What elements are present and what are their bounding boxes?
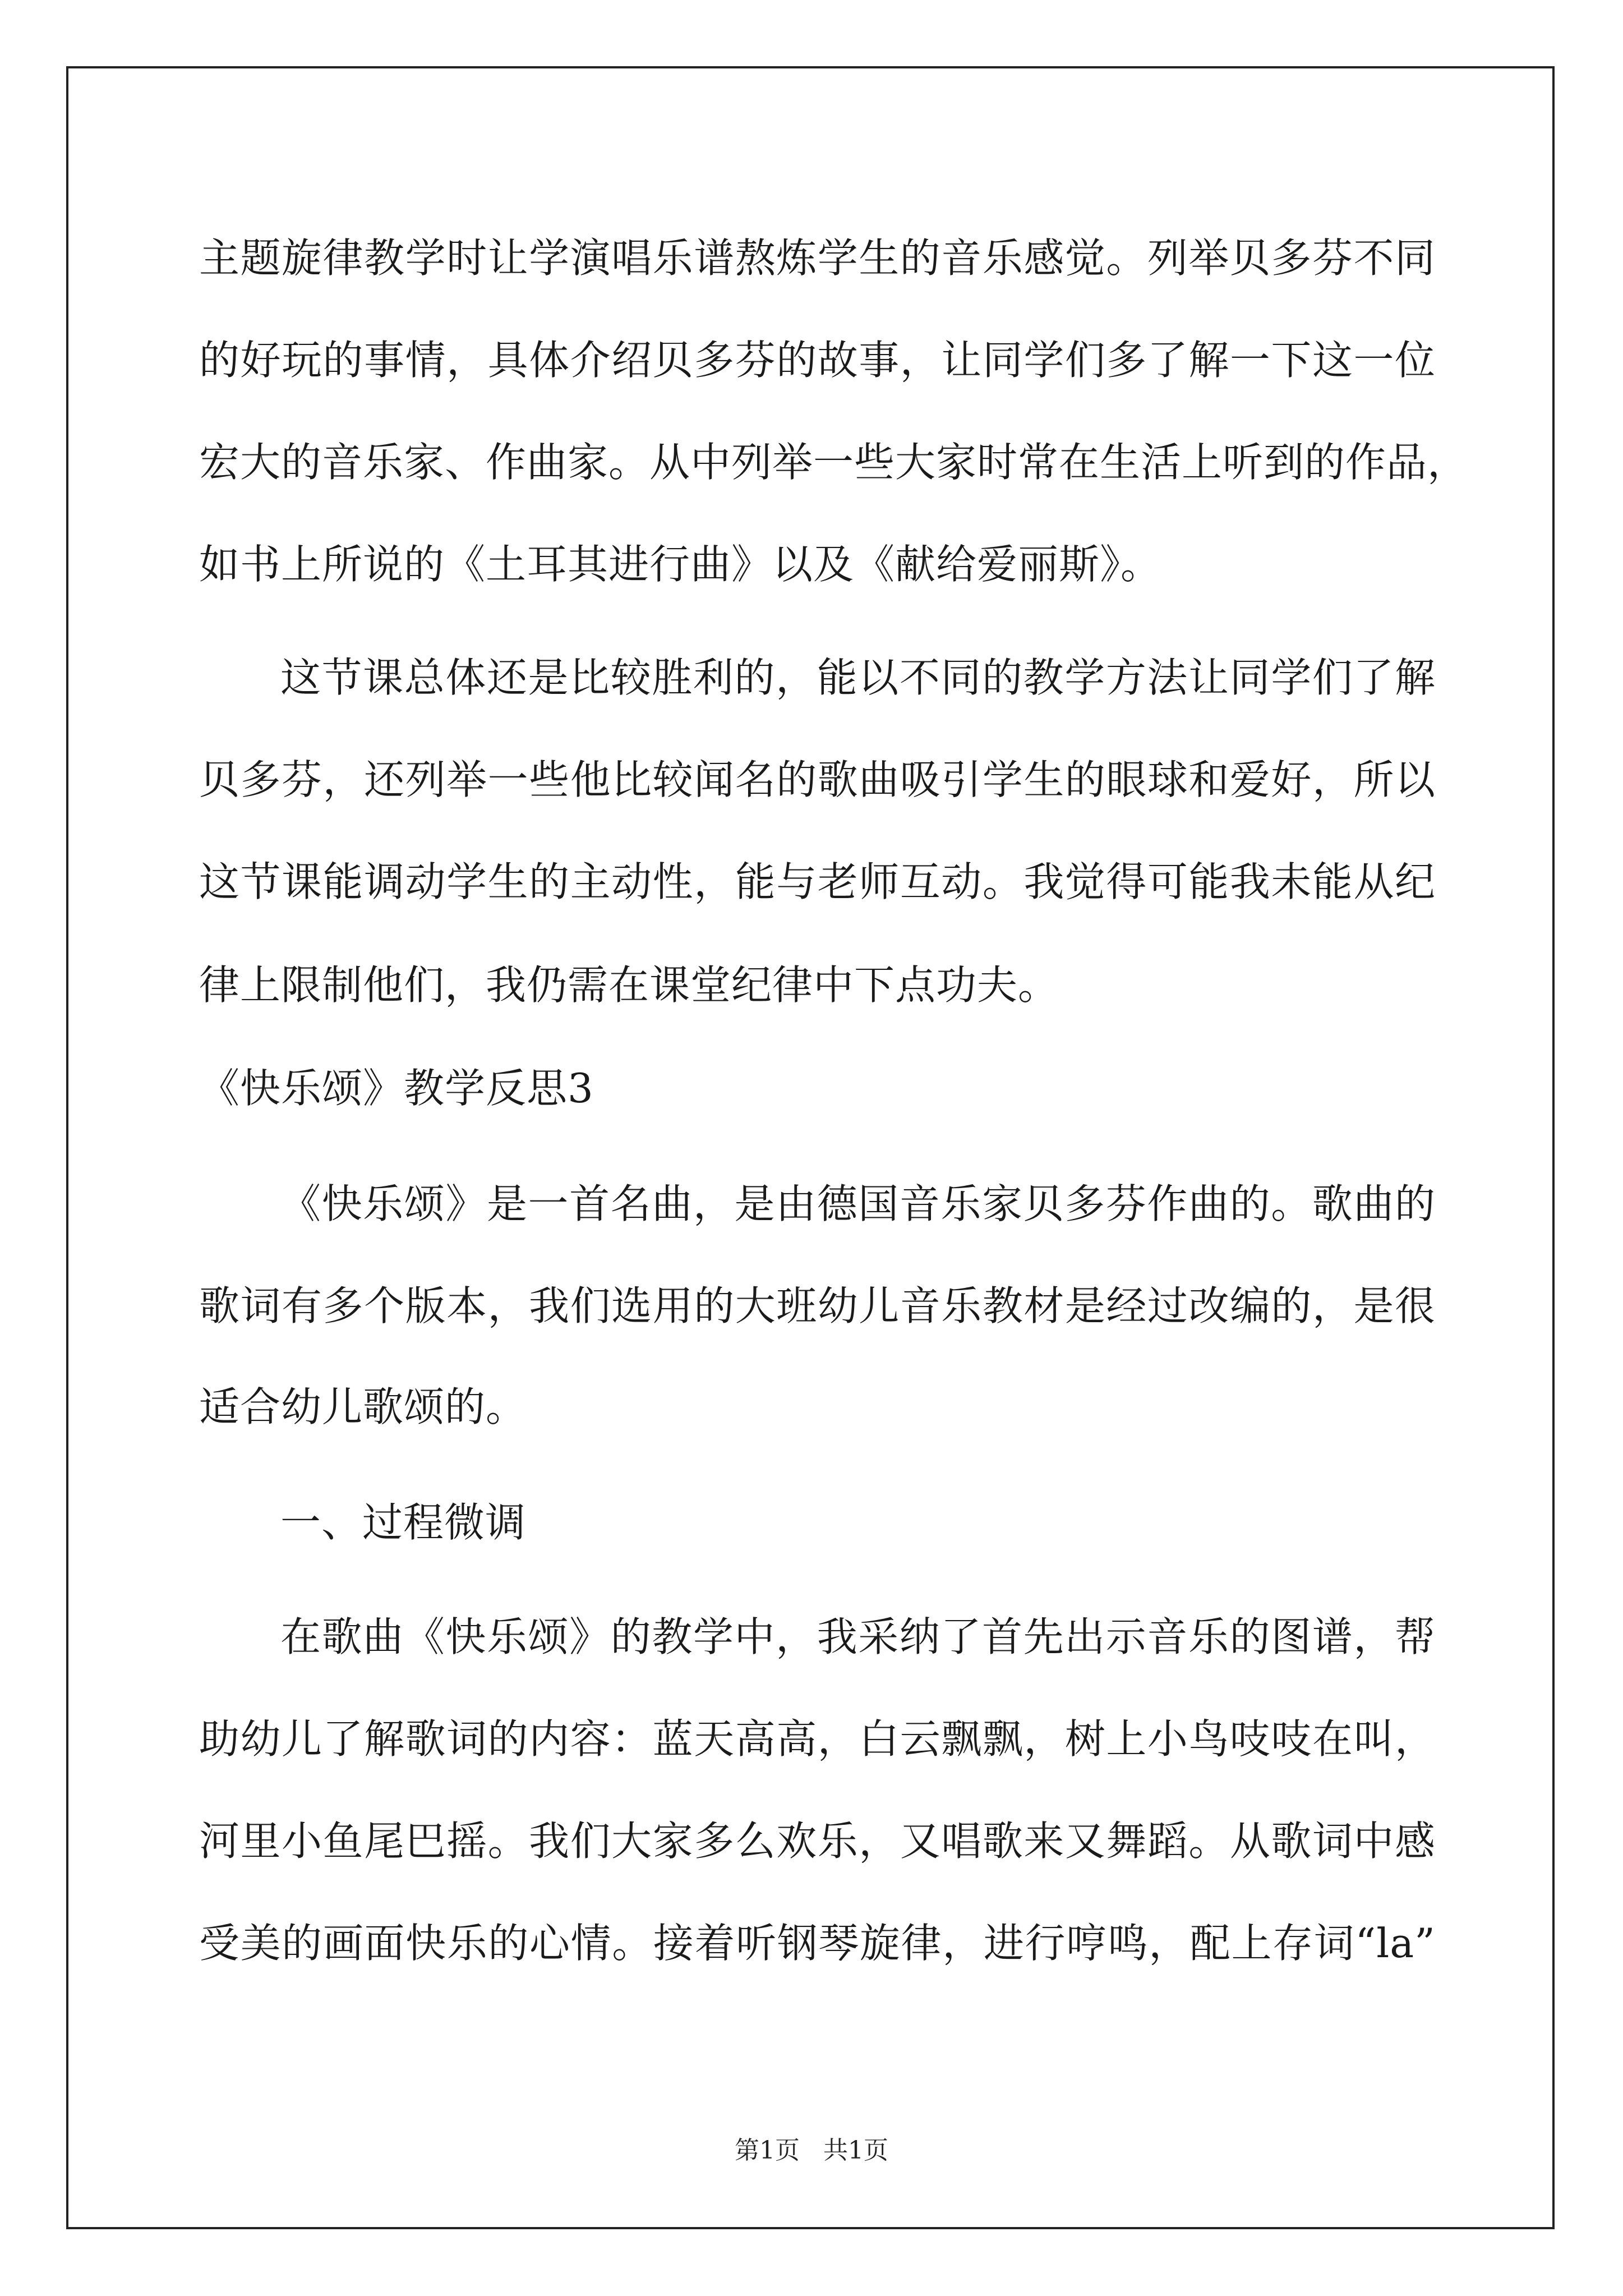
text-line: 歌词有多个版本，我们选用的大班幼儿音乐教材是经过改编的，是很 (199, 1282, 1436, 1329)
text-line: 助幼儿了解歌词的内容：蓝天高高，白云飘飘，树上小鸟吱吱在叫， (199, 1715, 1436, 1763)
text-line: 河里小鱼尾巴摇。我们大家多么欢乐，又唱歌来又舞蹈。从歌词中感 (199, 1818, 1436, 1865)
text-line: 如书上所说的《土耳其进行曲》以及《献给爱丽斯》。 (199, 541, 1162, 588)
page-border (66, 66, 1555, 2229)
text-line: 贝多芬，还列举一些他比较闻名的歌曲吸引学生的眼球和爱好，所以 (199, 756, 1436, 803)
text-line: 主题旋律教学时让学演唱乐谱熬炼学生的音乐感觉。列举贝多芬不同 (199, 234, 1436, 282)
text-line: 这节课总体还是比较胜利的，能以不同的教学方法让同学们了解 (280, 654, 1436, 701)
text-line: 在歌曲《快乐颂》的教学中，我采纳了首先出示音乐的图谱，帮 (280, 1613, 1436, 1660)
page-footer (0, 2134, 1623, 2168)
text-line: 宏大的音乐家、作曲家。从中列举一些大家时常在生活上听到的作品， (199, 439, 1469, 486)
page-total: 共1页 (823, 2136, 888, 2165)
text-line: 的好玩的事情，具体介绍贝多芬的故事，让同学们多了解一下这一位 (199, 337, 1436, 384)
text-line: 律上限制他们，我仍需在课堂纪律中下点功夫。 (199, 961, 1059, 1009)
page-number: 第1页 (735, 2136, 800, 2165)
text-line: 《快乐颂》是一首名曲，是由德国音乐家贝多芬作曲的。歌曲的 (280, 1180, 1436, 1227)
text-line: 受美的画面快乐的心情。接着听钢琴旋律，进行哼鸣，配上存词“la” (199, 1920, 1436, 1967)
text-line: 这节课能调动学生的主动性，能与老师互动。我觉得可能我未能从纪 (199, 858, 1436, 905)
text-line: 适合幼儿歌颂的。 (199, 1383, 527, 1430)
subsection-heading: 一、过程微调 (280, 1499, 527, 1546)
section-heading: 《快乐颂》教学反思3 (199, 1065, 594, 1112)
